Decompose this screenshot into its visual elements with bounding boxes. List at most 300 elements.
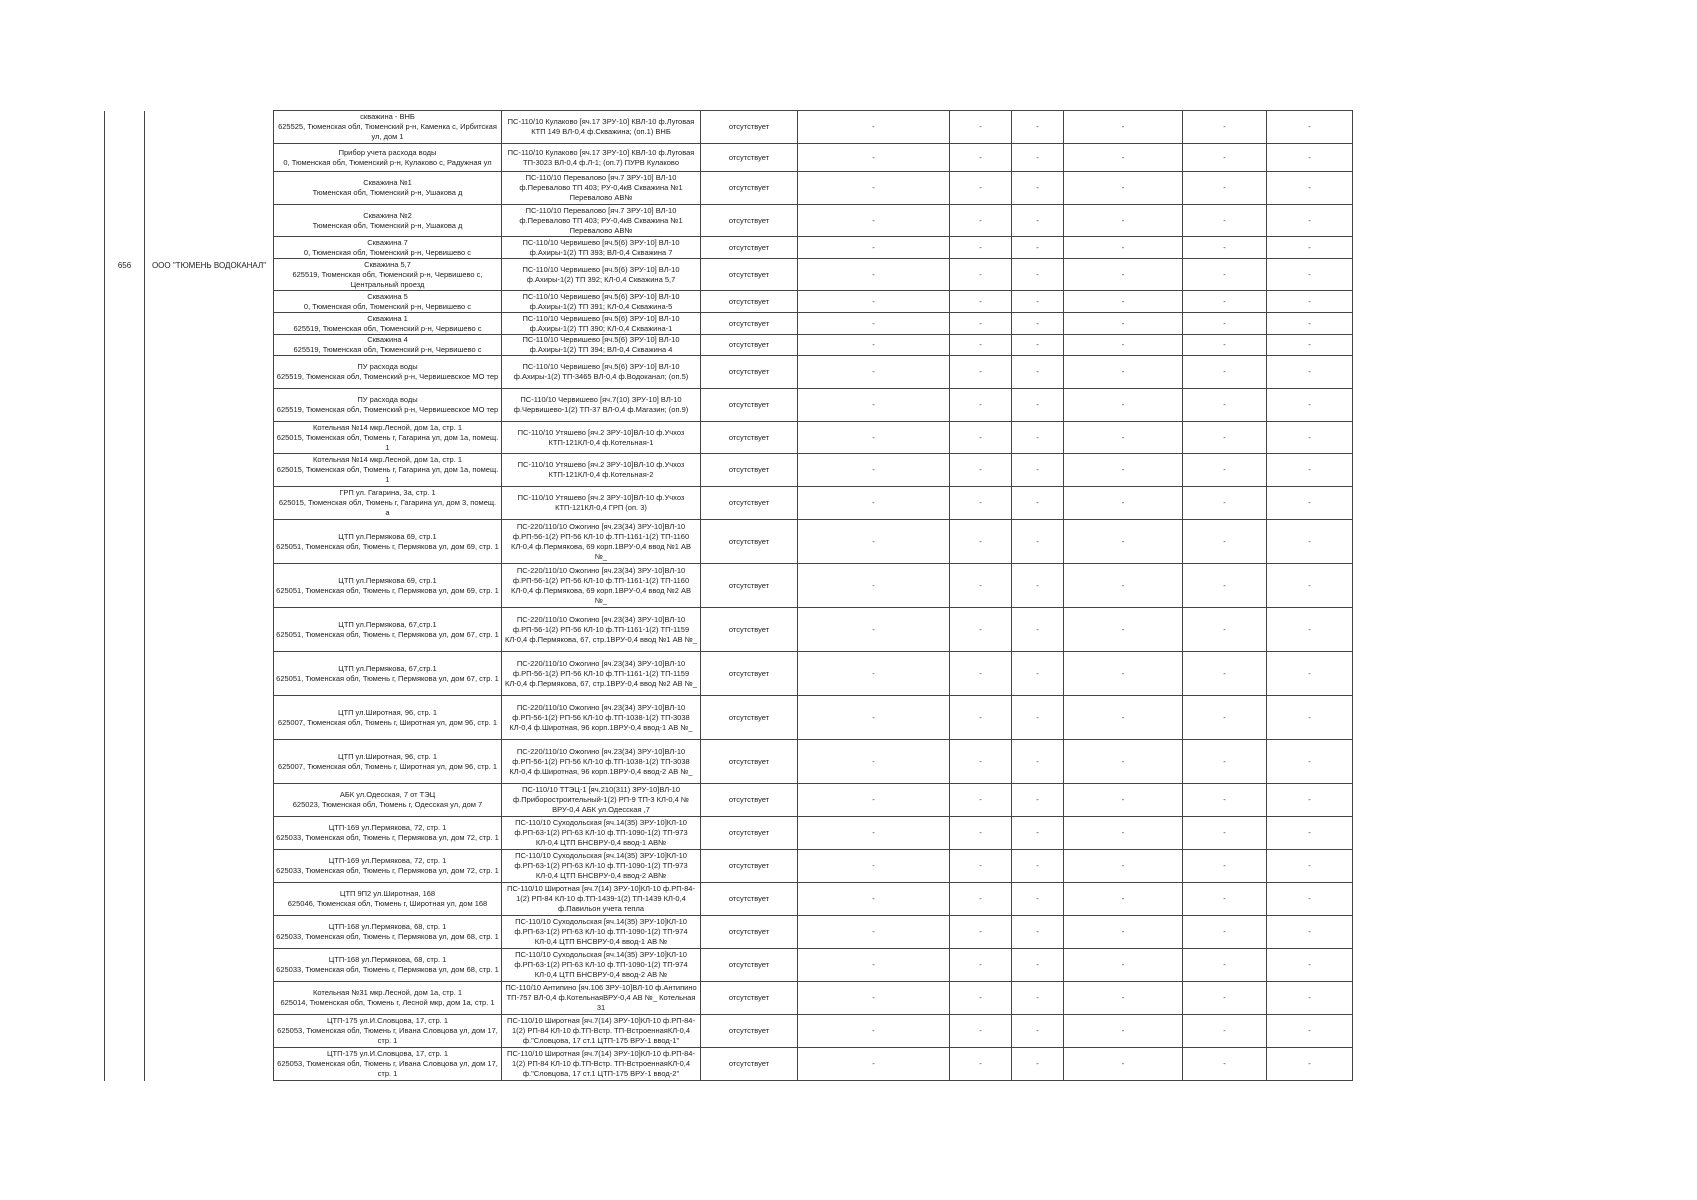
value-cell: - [1267,111,1353,144]
value-cell: - [1267,259,1353,291]
value-cell: - [1064,850,1183,883]
status-cell: отсутствует [701,172,798,205]
value-cell: - [950,564,1012,608]
value-cell: - [798,520,950,564]
supply-point-cell: ПС-110/10 Утяшево [яч.2 ЗРУ-10]ВЛ-10 ф.Учхоз КТП-121КЛ-0,4 ф.Котельная-2 [502,454,701,487]
object-address: 625046, Тюменская обл, Тюмень г, Широтная ул, дом 168 [287,899,488,908]
value-cell: - [1183,1015,1267,1048]
value-cell: - [798,356,950,389]
object-name: Скважина 4 [367,335,408,344]
value-cell: - [1064,883,1183,916]
table-row [105,520,1353,564]
supply-point-cell: ПС-110/10 Суходольская [яч.14(35) ЗРУ-10]КЛ-10 ф.РП-63-1(2) РП-63 КЛ-10 ф.ТП-1090-1(2) ТП-973 КЛ-0,4 ЦТП БНСВРУ-0,4 ввод-2 АВ№ [502,850,701,883]
value-cell: - [1183,335,1267,356]
value-cell: - [950,520,1012,564]
supply-point-cell: ПС-110/10 Червишево [яч.5(6) ЗРУ-10] ВЛ-10 ф.Ахиры-1(2) ТП 390; КЛ-0,4 Скважина-1 [502,313,701,335]
object-address: 625051, Тюменская обл, Тюмень г, Пермякова ул, дом 69, стр. 1 [276,585,499,595]
value-cell: - [1012,313,1064,335]
value-cell: - [1064,652,1183,696]
object-cell [274,696,502,740]
object-address: 625519, Тюменская обл, Тюменский р-н, Червишево с [293,345,482,354]
object-name: АБК ул.Одесская, 7 от ТЭЦ [339,790,436,799]
object-address: 625033, Тюменская обл, Тюмень г, Пермякова ул, дом 72, стр. 1 [276,833,499,842]
value-cell: - [950,144,1012,172]
object-name: ЦТП-169 ул.Пермякова, 72, стр. 1 [328,823,447,832]
value-cell: - [1012,817,1064,850]
value-cell: - [1012,982,1064,1015]
value-cell: - [1183,259,1267,291]
table-row [105,144,1353,172]
table-row [105,608,1353,652]
row-number-cell [105,422,145,1081]
object-name: ЦТП-168 ул.Пермякова, 68, стр. 1 [328,922,447,931]
value-cell: - [798,291,950,313]
object-name: Скважина 5 [367,291,408,301]
value-cell: - [950,916,1012,949]
value-cell: - [798,313,950,335]
value-cell: - [1012,237,1064,259]
value-cell: - [1064,949,1183,982]
value-cell: - [1012,608,1064,652]
table-row [105,454,1353,487]
value-cell: - [1183,850,1267,883]
value-cell: - [798,111,950,144]
status-cell: отсутствует [701,205,798,237]
status-cell: отсутствует [701,520,798,564]
value-cell: - [798,259,950,291]
value-cell: - [798,817,950,850]
value-cell: - [798,696,950,740]
object-cell [274,1048,502,1081]
status-cell: отсутствует [701,487,798,520]
object-address: 625014, Тюменская обл, Тюмень г, Лесной мкр, дом 1а, стр. 1 [280,998,495,1007]
object-address: 0, Тюменская обл, Тюменский р-н, Червишево с [303,247,472,257]
value-cell: - [1183,784,1267,817]
value-cell: - [1012,422,1064,454]
value-cell: - [950,652,1012,696]
value-cell: - [1267,520,1353,564]
status-cell: отсутствует [701,883,798,916]
table-row [105,356,1353,389]
value-cell: - [1064,982,1183,1015]
object-name: ЦТП-175 ул.И.Словцова, 17, стр. 1 [327,1049,448,1058]
value-cell: - [1267,652,1353,696]
value-cell: - [950,335,1012,356]
object-cell [274,389,502,422]
table-row [105,696,1353,740]
value-cell: - [950,850,1012,883]
table-row [105,172,1353,205]
object-cell [274,422,502,454]
value-cell: - [1183,313,1267,335]
value-cell: - [1064,784,1183,817]
value-cell: - [798,422,950,454]
status-cell: отсутствует [701,949,798,982]
value-cell: - [1012,784,1064,817]
table-row [105,1048,1353,1081]
value-cell: - [1064,291,1183,313]
table-row [105,111,1353,144]
value-cell: - [950,237,1012,259]
object-name: ЦТП ул.Пермякова 69, стр.1 [338,575,437,585]
object-address: 625007, Тюменская обл, Тюмень г, Широтная ул, дом 96, стр. 1 [277,717,498,727]
object-cell [274,111,502,144]
object-name: Скважина 5,7 [364,259,411,269]
supply-point-cell: ПС-110/10 Суходольская [яч.14(35) ЗРУ-10]КЛ-10 ф.РП-63-1(2) РП-63 КЛ-10 ф.ТП-1090-1(2) ТП-973 КЛ-0,4 ЦТП БНСВРУ-0,4 ввод-1 АВ№ [502,817,701,850]
value-cell: - [950,740,1012,784]
table-row [105,259,1353,291]
value-cell: - [950,172,1012,205]
value-cell: - [950,389,1012,422]
value-cell: - [798,740,950,784]
value-cell: - [950,487,1012,520]
object-name: ЦТП ул.Пермякова, 67,стр.1 [338,663,437,673]
supply-point-cell: ПС-110/10 Перевалово [яч.7 ЗРУ-10] ВЛ-10 ф.Перевалово ТП 403; РУ-0,4кВ Скважина №1 Перевалово АВ№ [502,205,701,237]
object-name: Котельная №14 мкр.Лесной, дом 1а, стр. 1 [312,455,463,464]
value-cell: - [950,1048,1012,1081]
value-cell: - [1012,111,1064,144]
status-cell: отсутствует [701,1015,798,1048]
object-cell [274,740,502,784]
object-address: 625051, Тюменская обл, Тюмень г, Пермякова ул, дом 67, стр. 1 [276,629,499,639]
value-cell: - [1267,487,1353,520]
value-cell: - [1267,850,1353,883]
value-cell: - [1267,982,1353,1015]
value-cell: - [798,784,950,817]
value-cell: - [1267,740,1353,784]
object-address: 625519, Тюменская обл, Тюменский р-н, Червишевское МО тер [276,405,499,414]
object-cell [274,520,502,564]
value-cell: - [1012,205,1064,237]
value-cell: - [1064,608,1183,652]
value-cell: - [1064,356,1183,389]
value-cell: - [1064,740,1183,784]
value-cell: - [1183,237,1267,259]
organization-cell: ООО "ТЮМЕНЬ ВОДОКАНАЛ" [145,111,274,422]
value-cell: - [1012,389,1064,422]
organization-cell [145,422,274,1081]
object-name: ЦТП ул.Широтная, 96, стр. 1 [337,751,438,761]
object-name: ПУ расхода воды [357,362,418,371]
table-row [105,313,1353,335]
status-cell: отсутствует [701,608,798,652]
value-cell: - [1064,259,1183,291]
status-cell: отсутствует [701,454,798,487]
value-cell: - [1012,949,1064,982]
value-cell: - [1183,949,1267,982]
value-cell: - [1183,205,1267,237]
object-cell [274,1015,502,1048]
value-cell: - [950,696,1012,740]
value-cell: - [1064,1048,1183,1081]
value-cell: - [950,1015,1012,1048]
value-cell: - [1267,389,1353,422]
value-cell: - [1012,487,1064,520]
value-cell: - [1012,144,1064,172]
object-name: ЦТП-168 ул.Пермякова, 68, стр. 1 [328,955,447,964]
object-cell [274,916,502,949]
object-name: ЦТП-169 ул.Пермякова, 72, стр. 1 [328,856,447,865]
value-cell: - [1267,454,1353,487]
value-cell: - [1267,817,1353,850]
value-cell: - [1012,916,1064,949]
value-cell: - [1267,335,1353,356]
value-cell: - [950,608,1012,652]
supply-point-cell: ПС-110/10 Суходольская [яч.14(35) ЗРУ-10]КЛ-10 ф.РП-63-1(2) РП-63 КЛ-10 ф.ТП-1090-1(2) ТП-974 КЛ-0,4 ЦТП БНСВРУ-0,4 ввод-2 АВ № [502,949,701,982]
value-cell: - [1012,696,1064,740]
value-cell: - [1012,454,1064,487]
value-cell: - [798,883,950,916]
value-cell: - [798,850,950,883]
status-cell: отсутствует [701,259,798,291]
object-name: Котельная №14 мкр.Лесной, дом 1а, стр. 1 [312,422,463,432]
value-cell: - [798,1015,950,1048]
status-cell: отсутствует [701,982,798,1015]
supply-point-cell: ПС-110/10 Червишево [яч.7(10) ЗРУ-10] ВЛ-10 ф.Червишево-1(2) ТП-37 ВЛ-0,4 ф.Магазин; (оп.9) [502,389,701,422]
table-row [105,487,1353,520]
status-cell: отсутствует [701,111,798,144]
status-cell: отсутствует [701,784,798,817]
object-cell [274,608,502,652]
object-name: ЦТП ул.Широтная, 96, стр. 1 [337,707,438,717]
value-cell: - [1183,356,1267,389]
value-cell: - [1064,1015,1183,1048]
value-cell: - [1267,422,1353,454]
value-cell: - [1183,520,1267,564]
status-cell: отсутствует [701,356,798,389]
object-address: 625033, Тюменская обл, Тюмень г, Пермякова ул, дом 68, стр. 1 [276,965,499,974]
table-row [105,389,1353,422]
supply-point-cell: ПС-220/110/10 Ожогино [яч.23(34) ЗРУ-10]ВЛ-10 ф.РП-56-1(2) РП-56 КЛ-10 ф.ТП-1038-1(2) ТП-3038 КЛ-0,4 ф.Широтная, 96 корп.1ВРУ-0,4 ввод-1 АВ №_ [502,696,701,740]
status-cell: отсутствует [701,1048,798,1081]
status-cell: отсутствует [701,916,798,949]
value-cell: - [1064,313,1183,335]
status-cell: отсутствует [701,144,798,172]
supply-point-cell: ПС-110/10 Утяшево [яч.2 ЗРУ-10]ВЛ-10 ф.Учхоз КТП-121КЛ-0,4 ГРП (оп. 3) [502,487,701,520]
object-address: 625007, Тюменская обл, Тюмень г, Широтная ул, дом 96, стр. 1 [277,761,498,771]
value-cell: - [1012,883,1064,916]
value-cell: - [950,883,1012,916]
value-cell: - [1183,652,1267,696]
value-cell: - [1064,389,1183,422]
object-address: 625519, Тюменская обл, Тюменский р-н, Червишево с [293,323,482,333]
supply-point-cell: ПС-110/10 Червишево [яч.5(6) ЗРУ-10] ВЛ-10 ф.Ахиры-1(2) ТП 392; КЛ-0,4 Скважина 5,7 [502,259,701,291]
status-cell: отсутствует [701,850,798,883]
object-address: 625033, Тюменская обл, Тюмень г, Пермякова ул, дом 68, стр. 1 [276,932,499,941]
value-cell: - [1012,335,1064,356]
value-cell: - [1064,172,1183,205]
object-name: ЦТП-175 ул.И.Словцова, 17, стр. 1 [327,1016,448,1025]
value-cell: - [1267,172,1353,205]
value-cell: - [1267,784,1353,817]
supply-point-cell: ПС-110/10 Червишево [яч.5(6) ЗРУ-10] ВЛ-10 ф.Ахиры-1(2) ТП 391; КЛ-0,4 Скважина-5 [502,291,701,313]
value-cell: - [798,454,950,487]
status-cell: отсутствует [701,740,798,784]
value-cell: - [1064,111,1183,144]
table-row [105,916,1353,949]
object-name: ГРП ул. Гагарина, 3а, стр. 1 [339,488,436,497]
object-address: 625015, Тюменская обл, Тюмень г, Гагарина ул, дом 1а, помещ. 1 [276,432,499,452]
object-cell [274,313,502,335]
value-cell: - [798,389,950,422]
table-row [105,237,1353,259]
value-cell: - [1064,817,1183,850]
value-cell: - [950,205,1012,237]
data-table [104,110,1353,1081]
object-address: 625519, Тюменская обл, Тюменский р-н, Червишево с, Центральный проезд [292,269,483,289]
object-address: 625053, Тюменская обл, Тюмень г, Ивана Словцова ул, дом 17, стр. 1 [277,1026,498,1045]
object-name: ЦТП ул.Пермякова, 67,стр.1 [338,619,437,629]
value-cell: - [950,291,1012,313]
value-cell: - [798,564,950,608]
value-cell: - [1012,564,1064,608]
object-address: Тюменская обл, Тюменский р-н, Ушакова д [312,220,463,230]
supply-point-cell: ПС-220/110/10 Ожогино [яч.23(34) ЗРУ-10]ВЛ-10 ф.РП-56-1(2) РП-56 КЛ-10 ф.ТП-1038-1(2) ТП-3038 КЛ-0,4 ф.Широтная, 96 корп.1ВРУ-0,4 ввод-2 АВ №_ [502,740,701,784]
value-cell: - [1012,259,1064,291]
value-cell: - [798,949,950,982]
value-cell: - [1183,982,1267,1015]
supply-point-cell: ПС-110/10 Широтная [яч.7(14) ЗРУ-10]КЛ-10 ф.РП-84-1(2) РП-84 КЛ-10 ф.ТП-1439-1(2) ТП-1439 КЛ-0,4 ф.Павильон учета тепла [502,883,701,916]
value-cell: - [1267,205,1353,237]
value-cell: - [1267,608,1353,652]
value-cell: - [798,608,950,652]
object-name: скважина - ВНБ [360,112,415,121]
value-cell: - [1064,144,1183,172]
value-cell: - [1267,1015,1353,1048]
value-cell: - [1064,916,1183,949]
table-row [105,422,1353,454]
object-name: ЦТП 9П2 ул.Широтная, 168 [339,889,436,898]
table-row [105,949,1353,982]
object-address: 625519, Тюменская обл, Тюменский р-н, Червишевское МО тер [276,372,499,381]
value-cell: - [950,454,1012,487]
value-cell: - [1064,454,1183,487]
value-cell: - [1267,237,1353,259]
value-cell: - [1064,335,1183,356]
value-cell: - [798,487,950,520]
object-address: 0, Тюменская обл, Тюменский р-н, Червишево с [303,301,472,311]
object-cell [274,172,502,205]
value-cell: - [1183,916,1267,949]
value-cell: - [1183,422,1267,454]
value-cell: - [1267,916,1353,949]
status-cell: отсутствует [701,335,798,356]
table-row [105,740,1353,784]
status-cell: отсутствует [701,313,798,335]
supply-point-cell: ПС-110/10 Антипино [яч.106 ЗРУ-10]ВЛ-10 ф.Антипино ТП-757 ВЛ-0,4 ф.КотельнаяВРУ-0,4 АВ №_ Котельная 31 [502,982,701,1015]
object-address: 625023, Тюменская обл, Тюмень г, Одесская ул, дом 7 [292,800,483,809]
value-cell: - [1267,1048,1353,1081]
value-cell: - [1064,205,1183,237]
value-cell: - [1183,111,1267,144]
supply-point-cell: ПС-110/10 Червишево [яч.5(6) ЗРУ-10] ВЛ-10 ф.Ахиры-1(2) ТП 393; ВЛ-0,4 Скважина 7 [502,237,701,259]
supply-point-cell: ПС-220/110/10 Ожогино [яч.23(34) ЗРУ-10]ВЛ-10 ф.РП-56-1(2) РП-56 КЛ-10 ф.ТП-1161-1(2) ТП-1159 КЛ-0,4 ф.Пермякова, 67, стр.1ВРУ-0,4 ввод №2 АВ №_ [502,652,701,696]
value-cell: - [1183,454,1267,487]
value-cell: - [1012,740,1064,784]
value-cell: - [1064,564,1183,608]
object-name: ПУ расхода воды [357,395,418,404]
object-cell [274,356,502,389]
value-cell: - [1064,696,1183,740]
supply-point-cell: ПС-110/10 Широтная [яч.7(14) ЗРУ-10]КЛ-10 ф.РП-84-1(2) РП-84 КЛ-10 ф.ТП-Встр. ТП-ВстроеннаяКЛ-0,4 ф."Словцова, 17 ст.1 ЦТП-175 ВРУ-1 ввод-2" [502,1048,701,1081]
supply-point-cell: ПС-220/110/10 Ожогино [яч.23(34) ЗРУ-10]ВЛ-10 ф.РП-56-1(2) РП-56 КЛ-10 ф.ТП-1161-1(2) ТП-1159 КЛ-0,4 ф.Пермякова, 67, стр.1ВРУ-0,4 ввод №1 АВ №_ [502,608,701,652]
supply-point-cell: ПС-110/10 Кулаково [яч.17 ЗРУ-10] КВЛ-10 ф.Луговая ТП-3023 ВЛ-0,4 ф.Л-1; (оп.7) ПУРВ Кулаково [502,144,701,172]
status-cell: отсутствует [701,237,798,259]
value-cell: - [1183,487,1267,520]
table-row [105,883,1353,916]
status-cell: отсутствует [701,422,798,454]
object-address: 625051, Тюменская обл, Тюмень г, Пермякова ул, дом 69, стр. 1 [276,541,499,551]
value-cell: - [1183,740,1267,784]
supply-point-cell: ПС-110/10 Кулаково [яч.17 ЗРУ-10] КВЛ-10 ф.Луговая КТП 149 ВЛ-0,4 ф.Скважина; (оп.1) ВНБ [502,111,701,144]
object-cell [274,144,502,172]
object-cell [274,949,502,982]
value-cell: - [798,335,950,356]
value-cell: - [1267,696,1353,740]
value-cell: - [950,356,1012,389]
value-cell: - [950,784,1012,817]
value-cell: - [950,982,1012,1015]
value-cell: - [950,949,1012,982]
object-name: Прибор учета расхода воды [338,147,437,157]
object-name: Скважина №1 [363,178,412,187]
value-cell: - [798,205,950,237]
value-cell: - [950,259,1012,291]
object-address: 625015, Тюменская обл, Тюмень г, Гагарина ул, дом 1а, помещ. 1 [276,465,499,484]
value-cell: - [1012,291,1064,313]
table-row [105,850,1353,883]
value-cell: - [1183,883,1267,916]
object-cell [274,259,502,291]
object-cell [274,237,502,259]
status-cell: отсутствует [701,564,798,608]
row-number-cell: 656 [105,111,145,422]
status-cell: отсутствует [701,291,798,313]
value-cell: - [1064,422,1183,454]
value-cell: - [798,916,950,949]
object-address: 625015, Тюменская обл, Тюмень г, Гагарина ул, дом 3, помещ. а [278,498,497,517]
status-cell: отсутствует [701,817,798,850]
object-address: 625525, Тюменская обл, Тюменский р-н, Каменка с, Ирбитская ул, дом 1 [278,122,497,141]
value-cell: - [1267,291,1353,313]
status-cell: отсутствует [701,696,798,740]
value-cell: - [798,652,950,696]
object-address: Тюменская обл, Тюменский р-н, Ушакова д [312,188,463,197]
object-cell [274,335,502,356]
supply-point-cell: ПС-110/10 Червишево [яч.5(6) ЗРУ-10] ВЛ-10 ф.Ахиры-1(2) ТП 394; ВЛ-0,4 Скважина 4 [502,335,701,356]
table-row [105,652,1353,696]
value-cell: - [1183,389,1267,422]
value-cell: - [1183,144,1267,172]
value-cell: - [1012,1048,1064,1081]
supply-point-cell: ПС-110/10 ТТЭЦ-1 [яч.210(311) ЗРУ-10]ВЛ-10 ф.Приборостроительный-1(2) РП-9 ТП-3 КЛ-0,4 № ВРУ-0,4 АБК ул.Одесская ,7 [502,784,701,817]
object-cell [274,652,502,696]
value-cell: - [950,817,1012,850]
object-cell [274,784,502,817]
value-cell: - [950,313,1012,335]
value-cell: - [1012,652,1064,696]
value-cell: - [798,144,950,172]
table-row [105,205,1353,237]
object-address: 625051, Тюменская обл, Тюмень г, Пермякова ул, дом 67, стр. 1 [276,673,499,683]
object-name: Скважина 1 [367,313,408,323]
object-cell [274,883,502,916]
value-cell: - [1012,850,1064,883]
object-cell [274,205,502,237]
table-row [105,982,1353,1015]
supply-point-cell: ПС-220/110/10 Ожогино [яч.23(34) ЗРУ-10]ВЛ-10 ф.РП-56-1(2) РП-56 КЛ-10 ф.ТП-1161-1(2) ТП-1160 КЛ-0,4 ф.Пермякова, 69 корп.1ВРУ-0,4 ввод №2 АВ №_ [502,564,701,608]
object-name: Скважина №2 [363,210,412,220]
